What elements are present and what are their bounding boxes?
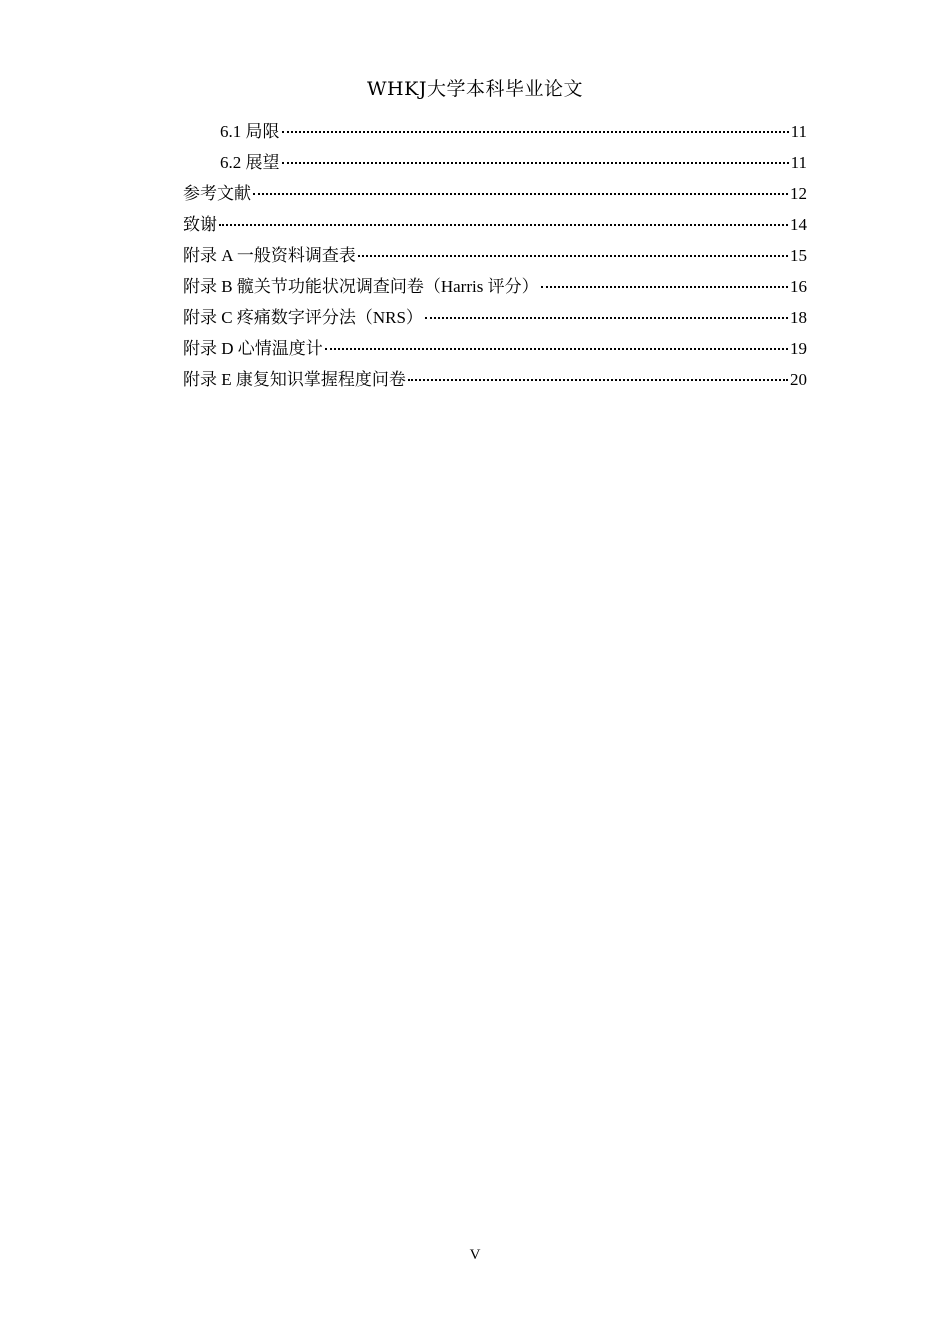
toc-entry-title: 6.1 局限 xyxy=(220,122,280,141)
toc-entry-page: 15 xyxy=(790,246,807,265)
toc-entry-page: 11 xyxy=(790,122,807,141)
toc-entry-page: 20 xyxy=(790,370,807,389)
page-footer xyxy=(0,1247,950,1264)
toc-leader-dots xyxy=(541,286,788,288)
toc-leader-dots xyxy=(325,348,788,350)
toc-leader-dots xyxy=(408,379,788,381)
page-number: V xyxy=(469,1247,481,1263)
toc-entry[interactable] xyxy=(183,333,807,364)
toc-leader-dots xyxy=(219,224,788,226)
toc-leader-dots xyxy=(282,162,789,164)
toc-entry[interactable] xyxy=(183,302,807,333)
toc-leader-dots xyxy=(425,317,788,319)
toc-entry[interactable] xyxy=(183,147,807,178)
toc-leader-dots xyxy=(358,255,788,257)
toc-entry[interactable] xyxy=(183,240,807,271)
toc-entry[interactable] xyxy=(183,178,807,209)
toc-entry-title: 附录 E 康复知识掌握程度问卷 xyxy=(183,370,406,389)
toc-entry[interactable] xyxy=(183,364,807,395)
toc-entry-page: 16 xyxy=(790,277,807,296)
toc-entry-title: 致谢 xyxy=(183,215,217,234)
toc-entry[interactable] xyxy=(183,271,807,302)
toc-entry-title: 附录 B 髋关节功能状况调查问卷（Harris 评分） xyxy=(183,277,539,296)
toc-leader-dots xyxy=(282,131,789,133)
page-header xyxy=(0,74,950,101)
toc-entry-page: 11 xyxy=(790,153,807,172)
toc-entry-title: 6.2 展望 xyxy=(220,153,280,172)
toc-entry-page: 19 xyxy=(790,339,807,358)
header-title: WHKJ大学本科毕业论文 xyxy=(367,78,583,100)
toc-leader-dots xyxy=(253,193,788,195)
table-of-contents xyxy=(183,116,807,395)
toc-entry-title: 附录 A 一般资料调查表 xyxy=(183,246,356,265)
toc-entry-page: 14 xyxy=(790,215,807,234)
toc-entry-page: 18 xyxy=(790,308,807,327)
toc-entry[interactable] xyxy=(183,209,807,240)
toc-entry[interactable] xyxy=(183,116,807,147)
toc-entry-page: 12 xyxy=(790,184,807,203)
toc-entry-title: 参考文献 xyxy=(183,184,251,203)
toc-entry-title: 附录 C 疼痛数字评分法（NRS） xyxy=(183,308,423,327)
toc-entry-title: 附录 D 心情温度计 xyxy=(183,339,323,358)
